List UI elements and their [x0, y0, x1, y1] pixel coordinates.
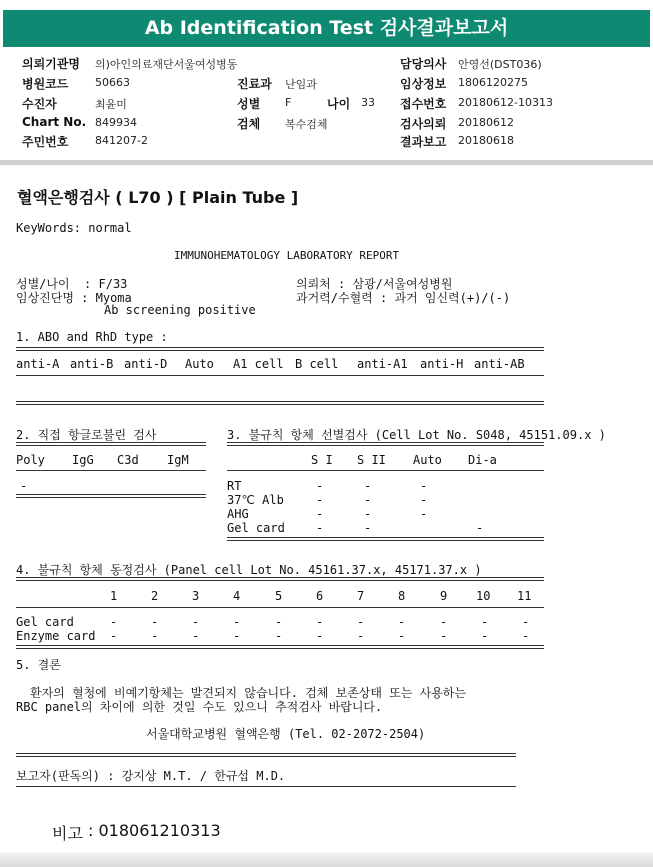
value-age: 33	[361, 96, 375, 109]
label-sex: 성별	[237, 97, 261, 111]
label-request-date: 검사의뢰	[400, 117, 447, 131]
abo-col-anti-d: anti-D	[124, 357, 168, 371]
dat-col-poly: Poly	[16, 453, 45, 467]
abo-col-anti-h: anti-H	[420, 357, 464, 371]
screen-col-auto: Auto	[413, 453, 442, 467]
section2-rule-bottom	[16, 494, 206, 498]
value-receipt-no: 20180612-10313	[458, 96, 553, 109]
panel-col-6: 6	[316, 589, 324, 603]
label-doctor: 담당의사	[400, 57, 447, 71]
panel-enz-6: -	[316, 629, 324, 643]
section1-rule-top	[16, 347, 544, 351]
conclusion-line-1: 환자의 혈청에 비예기항체는 발견되지 않습니다. 검체 보존상태 또는 사용하는	[30, 686, 466, 700]
panel-col-5: 5	[275, 589, 283, 603]
report-title: Ab Identification Test 검사결과보고서	[144, 17, 509, 39]
screen-col-di-a: Di-a	[468, 453, 497, 467]
screen-ahg-auto: -	[420, 507, 428, 521]
label-department: 진료과	[237, 77, 272, 91]
panel-enz-10: -	[481, 629, 489, 643]
panel-col-8: 8	[398, 589, 406, 603]
panel-col-7: 7	[357, 589, 365, 603]
panel-gel-8: -	[398, 615, 406, 629]
panel-row-enzyme-card: Enzyme card	[16, 629, 96, 643]
abo-col-anti-a1: anti-A1	[357, 357, 408, 371]
panel-gel-11: -	[522, 615, 530, 629]
value-requesting-institution: 의)아인의료재단서울여성병동	[95, 58, 238, 71]
reporter-rule-bottom	[16, 786, 516, 787]
lab-report-title: IMMUNOHEMATOLOGY LABORATORY REPORT	[174, 249, 400, 262]
panel-gel-10: -	[481, 615, 489, 629]
screen-gel-s2: -	[364, 521, 372, 535]
panel-enz-8: -	[398, 629, 406, 643]
panel-col-1: 1	[110, 589, 118, 603]
panel-enz-11: -	[522, 629, 530, 643]
clinical-diagnosis: 임상진단명 : Myoma	[16, 291, 132, 305]
dat-col-igm: IgM	[167, 453, 189, 467]
section1-title: 1. ABO and RhD type :	[16, 330, 168, 344]
screen-phase-ahg: AHG	[227, 507, 249, 521]
section2-rule-top	[16, 442, 206, 446]
label-age: 나이	[327, 97, 351, 111]
panel-col-11: 11	[517, 589, 532, 603]
reporter: 보고자(판독의) : 강지상 M.T. / 한규섭 M.D.	[16, 769, 286, 783]
screen-phase-gel-card: Gel card	[227, 521, 285, 535]
panel-enz-5: -	[275, 629, 283, 643]
sex-age: 성별/나이 : F/33	[16, 277, 128, 291]
section1-rule-bottom	[16, 401, 544, 405]
section3-rule-bottom	[227, 537, 544, 541]
label-resident-no: 주민번호	[22, 135, 69, 149]
panel-row-gel-card: Gel card	[16, 615, 74, 629]
abo-col-b-cell: B cell	[295, 357, 339, 371]
clinical-diagnosis-2: Ab screening positive	[104, 303, 256, 317]
section4-title: 4. 불규칙 항체 동정검사 (Panel cell Lot No. 45161.37.x, 45171.37.x )	[16, 563, 482, 577]
value-department: 난임과	[285, 78, 317, 91]
label-chart-no: Chart No.	[22, 115, 87, 129]
screen-gel-s1: -	[316, 521, 324, 535]
section4-rule-bottom	[16, 645, 544, 649]
section3-title: 3. 불규칙 항체 선별검사 (Cell Lot No. S048, 45151.09.x )	[227, 428, 606, 442]
history: 과거력/수혈력 : 과거 임신력(+)/(-)	[296, 291, 511, 305]
panel-enz-3: -	[192, 629, 200, 643]
panel-gel-6: -	[316, 615, 324, 629]
abo-col-auto: Auto	[185, 357, 214, 371]
panel-enz-9: -	[440, 629, 448, 643]
value-sex: F	[285, 96, 292, 109]
reporter-rule-top	[16, 753, 516, 757]
label-patient: 수진자	[22, 97, 57, 111]
report-header	[0, 0, 653, 167]
panel-col-10: 10	[476, 589, 491, 603]
dat-col-igg: IgG	[72, 453, 94, 467]
panel-gel-9: -	[440, 615, 448, 629]
header-divider	[0, 160, 653, 165]
label-clinical-info: 임상정보	[400, 77, 447, 91]
screen-rt-s2: -	[364, 479, 372, 493]
screen-ahg-s1: -	[316, 507, 324, 521]
screen-col-s2: S II	[357, 453, 386, 467]
screen-phase-37c-alb: 37℃ Alb	[227, 493, 284, 507]
section3-rule-top	[227, 442, 544, 446]
panel-gel-5: -	[275, 615, 283, 629]
remark-value: : 018061210313	[88, 821, 221, 840]
value-chart-no: 849934	[95, 116, 137, 129]
value-request-date: 20180612	[458, 116, 514, 129]
screen-ahg-s2: -	[364, 507, 372, 521]
panel-enz-2: -	[151, 629, 159, 643]
section1-rule-mid	[16, 375, 544, 376]
section2-title: 2. 직접 항글로불린 검사	[16, 428, 157, 442]
abo-col-anti-ab: anti-AB	[474, 357, 525, 371]
section2-rule-mid	[16, 470, 206, 471]
dat-result: -	[20, 479, 28, 493]
panel-enz-4: -	[233, 629, 241, 643]
abo-col-anti-b: anti-B	[70, 357, 114, 371]
screen-rt-auto: -	[420, 479, 428, 493]
panel-col-4: 4	[233, 589, 241, 603]
section4-rule-top	[16, 577, 544, 581]
value-doctor: 안영선(DST036)	[458, 58, 542, 71]
value-patient: 최윤미	[95, 98, 127, 111]
label-requesting-institution: 의뢰기관명	[22, 57, 80, 71]
label-receipt-no: 접수번호	[400, 97, 447, 111]
panel-enz-1: -	[110, 629, 118, 643]
section3-rule-mid	[227, 470, 544, 471]
requester: 의뢰처 : 삼광/서울여성병원	[296, 277, 453, 291]
abo-col-anti-a: anti-A	[16, 357, 60, 371]
panel-gel-3: -	[192, 615, 200, 629]
screen-phase-rt: RT	[227, 479, 242, 493]
title-bar	[3, 10, 650, 47]
value-specimen: 복수검체	[285, 118, 328, 131]
section4-rule-mid	[16, 607, 544, 608]
label-hospital-code: 병원코드	[22, 77, 69, 91]
remark-label: 비고	[52, 824, 83, 843]
blood-bank-test-title: 혈액은행검사 ( L70 ) [ Plain Tube ]	[17, 188, 299, 207]
scan-edge	[0, 852, 653, 867]
screen-alb-s2: -	[364, 493, 372, 507]
panel-gel-4: -	[233, 615, 241, 629]
blood-bank-contact: 서울대학교병원 혈액은행 (Tel. 02-2072-2504)	[146, 727, 426, 741]
value-clinical-info: 1806120275	[458, 76, 528, 89]
conclusion-line-2: RBC panel의 차이에 의한 것일 수도 있으니 추적검사 바랍니다.	[16, 700, 383, 714]
dat-col-c3d: C3d	[117, 453, 139, 467]
panel-enz-7: -	[357, 629, 365, 643]
abo-col-a1-cell: A1 cell	[233, 357, 284, 371]
keywords: KeyWords: normal	[16, 221, 132, 235]
label-specimen: 검체	[237, 117, 261, 131]
value-resident-no: 841207-2	[95, 134, 148, 147]
screen-alb-s1: -	[316, 493, 324, 507]
panel-gel-1: -	[110, 615, 118, 629]
label-report-date: 결과보고	[400, 135, 447, 149]
panel-col-3: 3	[192, 589, 200, 603]
panel-gel-7: -	[357, 615, 365, 629]
screen-rt-s1: -	[316, 479, 324, 493]
section5-title: 5. 결론	[16, 658, 61, 672]
panel-col-9: 9	[440, 589, 448, 603]
screen-alb-auto: -	[420, 493, 428, 507]
screen-gel-di-a: -	[476, 521, 484, 535]
value-hospital-code: 50663	[95, 76, 130, 89]
panel-gel-2: -	[151, 615, 159, 629]
screen-col-s1: S I	[311, 453, 333, 467]
value-report-date: 20180618	[458, 134, 514, 147]
panel-col-2: 2	[151, 589, 159, 603]
